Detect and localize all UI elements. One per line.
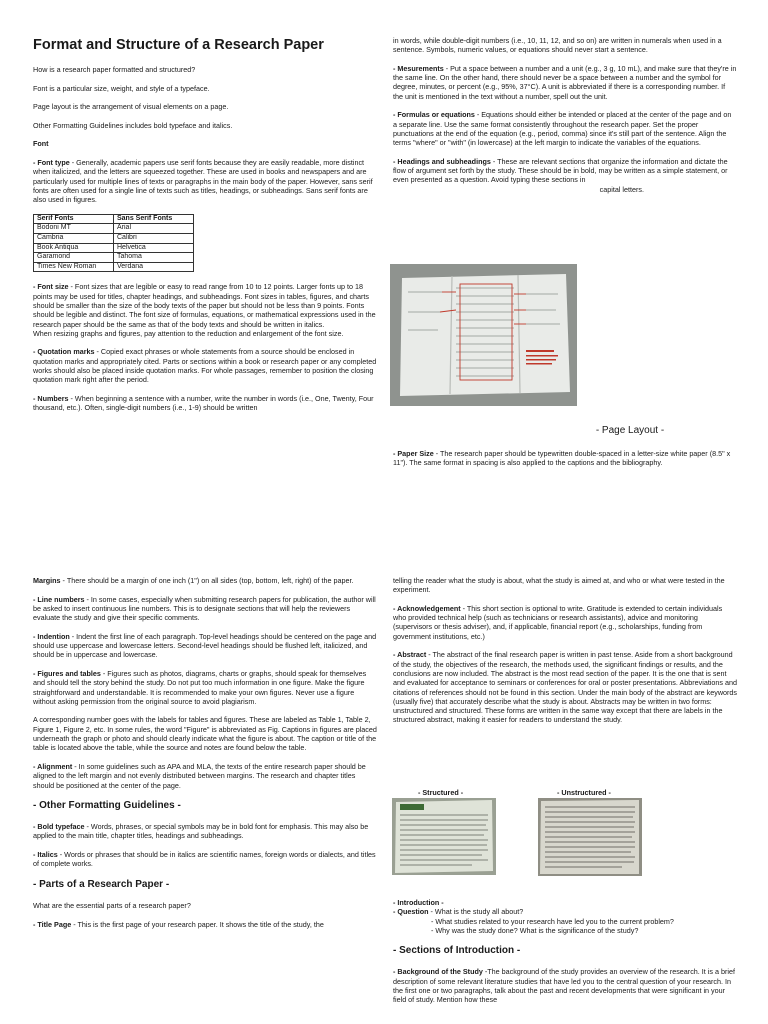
table-row: [34, 253, 194, 263]
figures-label: - Figures and tables: [33, 668, 101, 678]
introduction-label: - Introduction -: [393, 898, 444, 907]
table-row: [34, 224, 194, 234]
page-layout-photo: [390, 264, 577, 406]
structured-caption: - Structured -: [418, 788, 464, 797]
unstructured-caption: - Unstructured -: [557, 788, 611, 797]
font-size-paragraph: - Font size - Font sizes that are legible or easy to read range from 10 to 12 points. Larger fonts up to 18 points may be used for titles, chapter headings, and subheadings. Font sizes in tables, figures, and charts should be smaller than the size of the body texts of the paper but should not be less than 9 points. Fonts should be legible and distinct. The font size of formulas, equations, or mathematical expressions used in the research paper should be the same as that of the body texts and should be written in italics.: [33, 282, 376, 329]
page-layout-heading: - Page Layout -: [595, 425, 665, 436]
table-cell: Arial: [114, 224, 194, 234]
other-guidelines-heading: - Other Formatting Guidelines -: [33, 800, 181, 812]
parts-question: What are the essential parts of a research paper?: [33, 900, 191, 910]
introduction-block: [393, 898, 737, 1014]
question-item: - Why was the study done? What is the significance of the study?: [431, 925, 639, 935]
table-header-row: [34, 214, 194, 224]
formulas-label: - Formulas or equations: [393, 110, 475, 120]
table-cell: Calibri: [114, 233, 194, 243]
page1-right-column: [393, 36, 737, 203]
sections-heading: - Sections of Introduction -: [393, 945, 521, 957]
numbers-continued: in words, while double-digit numbers (i.e., 10, 11, 12, and so on) are written in numerals when used in a sentence. Symbols, numeric values, or equations should never start a sentence.: [393, 36, 722, 55]
paper-size-paragraph: - Paper Size - The research paper should be typewritten double-spaced in a letter-size white paper (8.5" x 11"). The same format in spacing is also applied to the captions and the bibliography.: [393, 449, 731, 468]
question-label: - Question: [393, 907, 429, 917]
italics-paragraph: - Italics - Words or phrases that should be in italics are scientific names, foreign words or dialects, and titles of complete works.: [33, 850, 376, 869]
table-row: [34, 243, 194, 253]
background-paragraph: - Background of the Study -The background of the study provides an overview of the research. It is a brief description of some relevant literature studies that have led you to the central question of your research. In the first one or two paragraphs, talk about the past and recent developments that were significant in your field of study. Mention how these: [393, 967, 735, 1005]
font-size-paragraph-2: When resizing graphs and figures, pay attention to the reduction and enlargement of the font size.: [33, 328, 344, 338]
table-cell: Book Antiqua: [34, 243, 114, 253]
corresponding-paragraph: A corresponding number goes with the labels for tables and figures. These are labeled as Table 1, Table 2, Figure 1, Figure 2, etc. In some rules, the word "Figure" is abbreviated as Fig. Captions in figures are placed underneath the graph or photo and should clearly indicate what the figure is about. The caption or title of the table is located above the table, while the source and notes are found below the table.: [33, 715, 377, 753]
table-row: [34, 262, 194, 272]
headings-paragraph: - Headings and subheadings - These are relevant sections that organize the information and dictate the flow of argument set forth by the study. These should be in bold, may be written as a simple statement, or even presented as a question. Avoid typing these sections in: [393, 156, 728, 185]
table-cell: Helvetica: [114, 243, 194, 253]
abstract-paragraph: - Abstract - The abstract of the final research paper is written in past tense. Aside from a short background of the study, the objectives of the research, the methods used, the significant findings or results, and the conclusions are now included. The abstract is the most read section of the paper. It is the one that is sent and evaluated for acceptance to seminars or conferences for oral or poster presentations. Abbreviations and citations of references should not be found in this section. Under the main body of the abstract are keywords (usually five) that accurately describe what the study is about. Abstracts may be written in two forms: unstructured and structured. These forms are written in the same way except that there are labels in the structured abstract, making it easier for readers to understand the study.: [393, 650, 738, 725]
page2-right-column: [393, 576, 737, 734]
table-cell: Cambria: [34, 233, 114, 243]
table-cell: Garamond: [34, 253, 114, 263]
table-cell: Tahoma: [114, 253, 194, 263]
background-label: - Background of the Study: [393, 967, 483, 977]
table-header: Serif Fonts: [34, 214, 114, 224]
bold-label: - Bold typeface: [33, 822, 85, 832]
page-two: [0, 512, 768, 1024]
font-type-paragraph: - Font type - Generally, academic papers use serif fonts because they are easily readable, more distinct when italicized, and the letters are squeezed together. These are used in books and newspapers and are particularly used for multiple lines of texts or paragraphs in the main body of the paper. However, sans serif fonts are often used for a single line of texts such as titles, headings, or subheadings. Sans serif fonts are also used in figures.: [33, 157, 373, 205]
acknowledgement-label: - Acknowledgement: [393, 603, 461, 613]
formulas-paragraph: - Formulas or equations - Equations should either be intended or placed at the center of the page and on a separate line. Use the same format consistently throughout the research paper. Set the proper punctuations at the end of the equation (e.g., period, comma) since it's still part of the sentence. Align the terms "where" or "with" (in lowercase) at the left margin to indicate the variables of the equations.: [393, 110, 732, 148]
parts-heading: - Parts of a Research Paper -: [33, 878, 170, 890]
title-page-label: - Title Page: [33, 919, 72, 929]
bold-paragraph: - Bold typeface - Words, phrases, or special symbols may be in bold font for emphasis. This may also be applied to the main title, chapter titles, headings and subheadings.: [33, 822, 369, 841]
intro-line: Page layout is the arrangement of visual elements on a page.: [33, 102, 229, 112]
intro-line: Other Formatting Guidelines includes bold typeface and italics.: [33, 120, 233, 130]
question-item: - What studies related to your research have led you to the current problem?: [431, 916, 674, 926]
intro-line: Font is a particular size, weight, and style of a typeface.: [33, 83, 210, 93]
table-cell: Times New Roman: [34, 262, 114, 272]
font-type-label: - Font type: [33, 157, 70, 167]
font-heading: Font: [33, 139, 49, 149]
quotation-label: - Quotation marks: [33, 347, 95, 357]
question-paragraph: - Question - What is the study all about?: [393, 907, 524, 917]
telling-paragraph: telling the reader what the study is about, what the study is aimed at, and who or what were tested in the experiment.: [393, 576, 725, 595]
intro-line: How is a research paper formatted and structured?: [33, 65, 196, 74]
numbers-label: - Numbers: [33, 393, 69, 403]
font-size-label: - Font size: [33, 282, 69, 292]
table-row: [34, 233, 194, 243]
indention-paragraph: - Indention - Indent the first line of each paragraph. Top-level headings should be centered on the page and should use uppercase and lowercase letters. Second-level headings should be flushed left, italicized, and should be in uppercase and lowercase.: [33, 631, 377, 660]
margins-label: Margins: [33, 576, 61, 585]
abstract-label: - Abstract: [393, 650, 427, 660]
line-numbers-paragraph: - Line numbers - In some cases, especially when submitting research papers for publication, the author will be asked to insert continuous line numbers. This is to designate sections that will help the reviewers evaluate the study and give their specific comments.: [33, 594, 376, 623]
table-header: Sans Serif Fonts: [114, 214, 194, 224]
font-table: [33, 214, 194, 273]
paper-size-block: [393, 449, 737, 477]
document-title: Format and Structure of a Research Paper: [33, 37, 324, 53]
table-cell: Verdana: [114, 262, 194, 272]
page2-left-column: [33, 576, 377, 938]
figures-paragraph: - Figures and tables - Figures such as photos, diagrams, charts or graphs, should speak for themselves and should tell the story behind the study. Do not put too much information in one figure. Make the figure straightforward and understandable. It is recommended to make your own figures. Never use a figure without asking permission from the original source to avoid plagiarism.: [33, 668, 367, 706]
title-page-paragraph: - Title Page - This is the first page of your research paper. It shows the title of the study, the: [33, 919, 324, 929]
quotation-paragraph: - Quotation marks - Copied exact phrases or whole statements from a source should be enclosed in quotation marks and appropriately cited. Parts or sections within a book or research paper or any completed works should also be placed inside quotation marks. For whole passages, remember to position the closing quotation mark right after the period.: [33, 347, 377, 385]
margins-paragraph: Margins - There should be a margin of one inch (1") on all sides (top, bottom, left, right) of the paper.: [33, 576, 354, 585]
alignment-label: - Alignment: [33, 761, 73, 771]
indention-label: - Indention: [33, 631, 70, 641]
line-numbers-label: - Line numbers: [33, 594, 85, 604]
unstructured-abstract-photo: [538, 798, 642, 876]
alignment-paragraph: - Alignment - In some guidelines such as APA and MLA, the texts of the entire research paper should be aligned to the left margin and not evenly distributed between margins. The research and chapter titles should be positioned at the center of the page.: [33, 761, 366, 790]
numbers-paragraph: - Numbers - When beginning a sentence with a number, write the number in words (i.e., One, Twenty, Four thousand, etc.). Often, single-digit numbers (i.e., 1-9) should be written: [33, 393, 374, 413]
acknowledgement-paragraph: - Acknowledgement - This short section is optional to write. Gratitude is extended to certain individuals who provided technical help (such as technicians or research assistants), advice and monitoring (supervisors or thesis adviser), and, if applicable, financial report (e.g., scholarships, funding from government institutions, etc.): [393, 603, 723, 641]
table-cell: Bodoni MT: [34, 224, 114, 234]
paper-size-label: - Paper Size: [393, 449, 434, 458]
italics-label: - Italics: [33, 850, 58, 860]
page1-left-column: [33, 36, 377, 422]
structured-abstract-photo: [392, 798, 496, 875]
measurements-paragraph: - Mesurements - Put a space between a number and a unit (e.g., 3 g, 10 mL), and make sure that they're in the same line. On the other hand, there should never be a space between a number and the symbol for degree, minutes, or percent (e.g., 95%, 37°C). A unit is abbreviated if there is a corresponding number. If the unit is mentioned in the text without a number, spell out the unit.: [393, 63, 737, 101]
headings-label: - Headings and subheadings: [393, 156, 491, 166]
headings-paragraph-end: capital letters.: [599, 184, 644, 194]
measurements-label: - Mesurements: [393, 63, 444, 73]
